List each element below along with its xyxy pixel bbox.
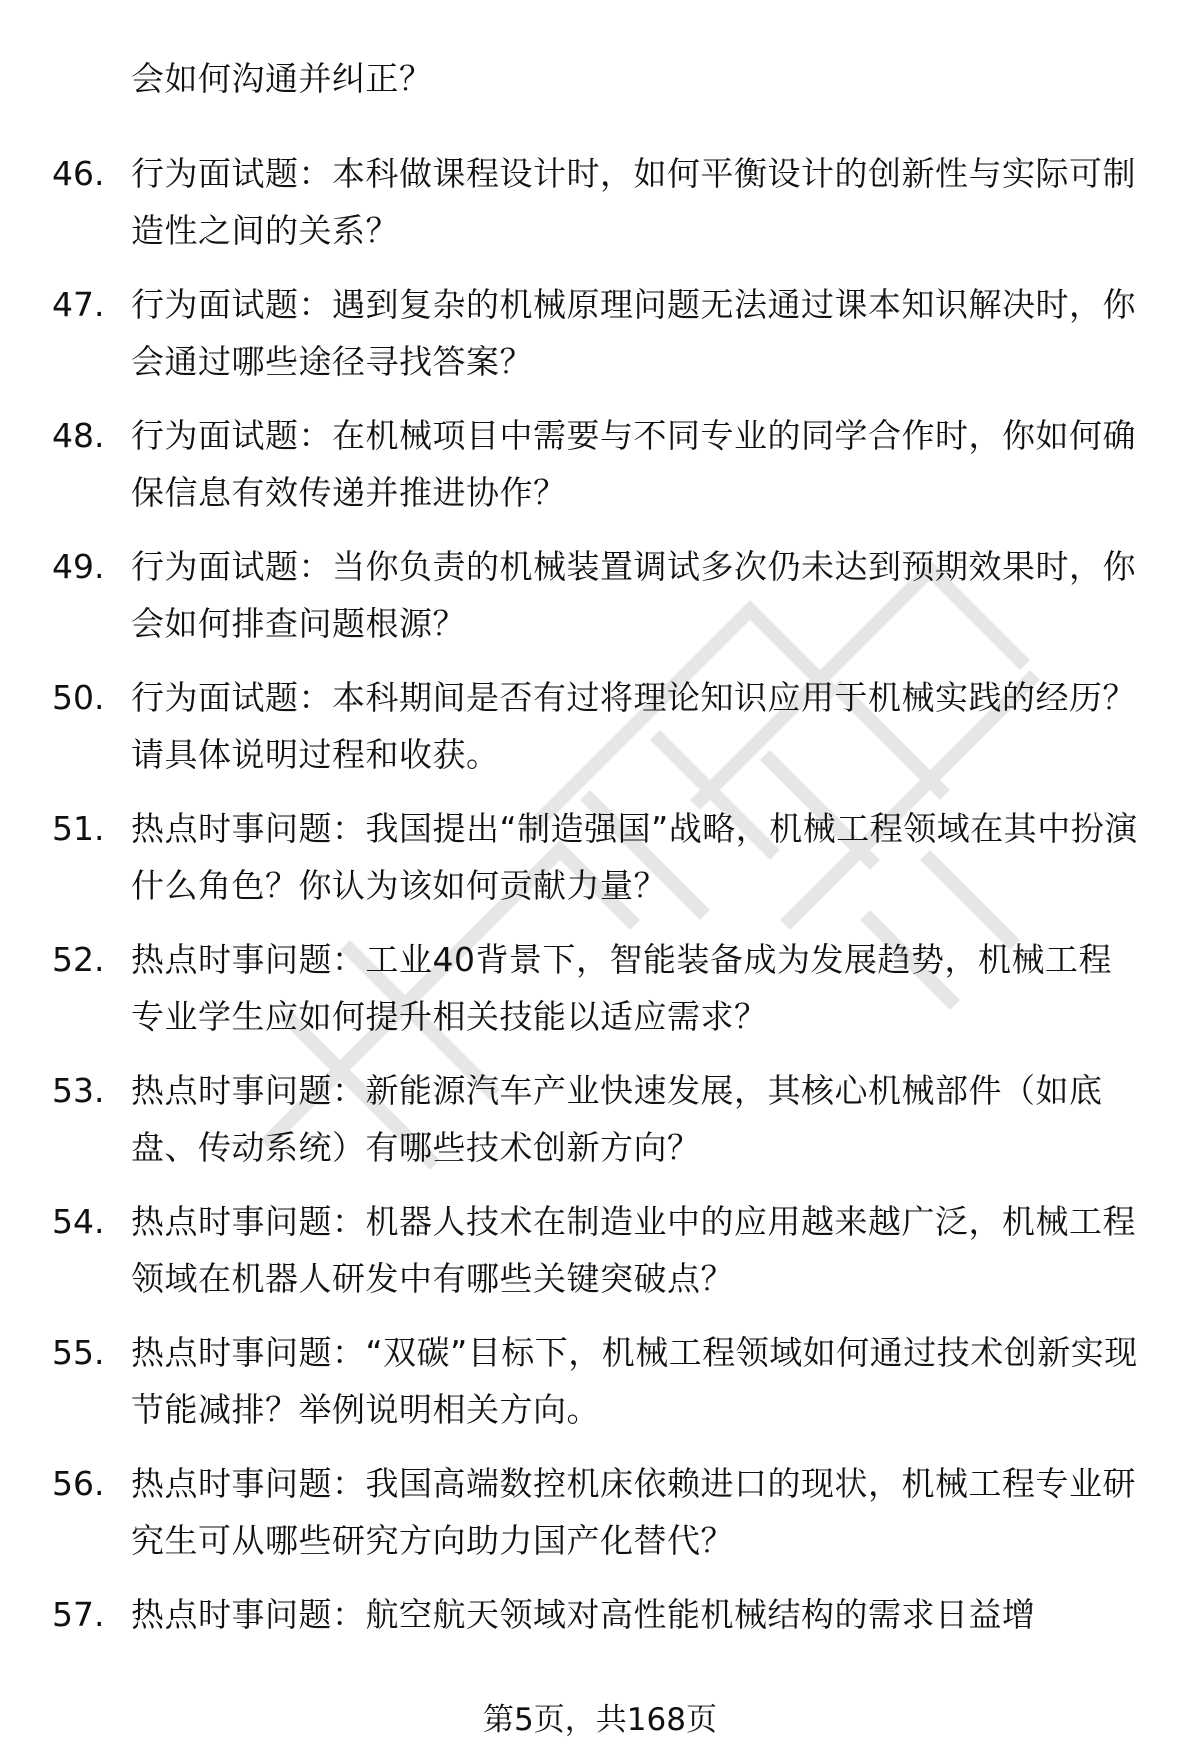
list-item	[0, 1324, 1200, 1438]
question-number: 56.	[52, 1464, 105, 1503]
question-number: 55.	[52, 1333, 105, 1372]
question-number: 51.	[52, 809, 105, 848]
list-item	[0, 276, 1200, 390]
list-item	[0, 407, 1200, 521]
question-number: 54.	[52, 1202, 105, 1241]
question-number: 49.	[52, 547, 105, 586]
question-text: 热点时事问题：新能源汽车产业快速发展，其核心机械部件（如底盘、传动系统）有哪些技术创新方向？	[131, 1071, 1103, 1167]
question-text: 热点时事问题：“双碳”目标下，机械工程领域如何通过技术创新实现节能减排？举例说明相关方向。	[131, 1333, 1138, 1429]
question-text: 行为面试题：在机械项目中需要与不同专业的同学合作时，你如何确保信息有效传递并推进协作？	[131, 416, 1136, 512]
page-footer: 第5页，共168页	[483, 1702, 717, 1738]
question-text: 行为面试题：本科期间是否有过将理论知识应用于机械实践的经历？请具体说明过程和收获。	[131, 678, 1136, 774]
question-number: 57.	[52, 1595, 105, 1634]
question-text: 热点时事问题：我国高端数控机床依赖进口的现状，机械工程专业研究生可从哪些研究方向助力国产化替代？	[131, 1464, 1136, 1560]
list-item	[0, 669, 1200, 783]
question-number: 50.	[52, 678, 105, 717]
list-item	[0, 1193, 1200, 1307]
list-item	[0, 1586, 1200, 1643]
list-item	[0, 538, 1200, 652]
continuation-text: 会如何沟通并纠正？	[131, 59, 433, 98]
list-item	[0, 800, 1200, 914]
question-list	[0, 50, 1200, 1660]
question-number: 48.	[52, 416, 105, 455]
question-text: 行为面试题：遇到复杂的机械原理问题无法通过课本知识解决时，你会通过哪些途径寻找答案？	[131, 285, 1136, 381]
question-number: 52.	[52, 940, 105, 979]
question-number: 46.	[52, 154, 105, 193]
list-item	[0, 931, 1200, 1045]
list-item	[0, 1455, 1200, 1569]
question-text: 热点时事问题：机器人技术在制造业中的应用越来越广泛，机械工程领域在机器人研发中有哪些关键突破点？	[131, 1202, 1136, 1298]
list-item	[0, 50, 1200, 107]
question-text: 行为面试题：本科做课程设计时，如何平衡设计的创新性与实际可制造性之间的关系？	[131, 154, 1136, 250]
question-number: 47.	[52, 285, 105, 324]
question-text: 热点时事问题：工业40背景下，智能装备成为发展趋势，机械工程专业学生应如何提升相关技能以适应需求？	[131, 940, 1112, 1036]
list-item	[0, 145, 1200, 259]
question-number: 53.	[52, 1071, 105, 1110]
question-text: 行为面试题：当你负责的机械装置调试多次仍未达到预期效果时，你会如何排查问题根源？	[131, 547, 1136, 643]
question-text: 热点时事问题：航空航天领域对高性能机械结构的需求日益增	[131, 1595, 1036, 1634]
question-text: 热点时事问题：我国提出“制造强国”战略，机械工程领域在其中扮演什么角色？你认为该如何贡献力量？	[131, 809, 1138, 905]
list-item	[0, 1062, 1200, 1176]
